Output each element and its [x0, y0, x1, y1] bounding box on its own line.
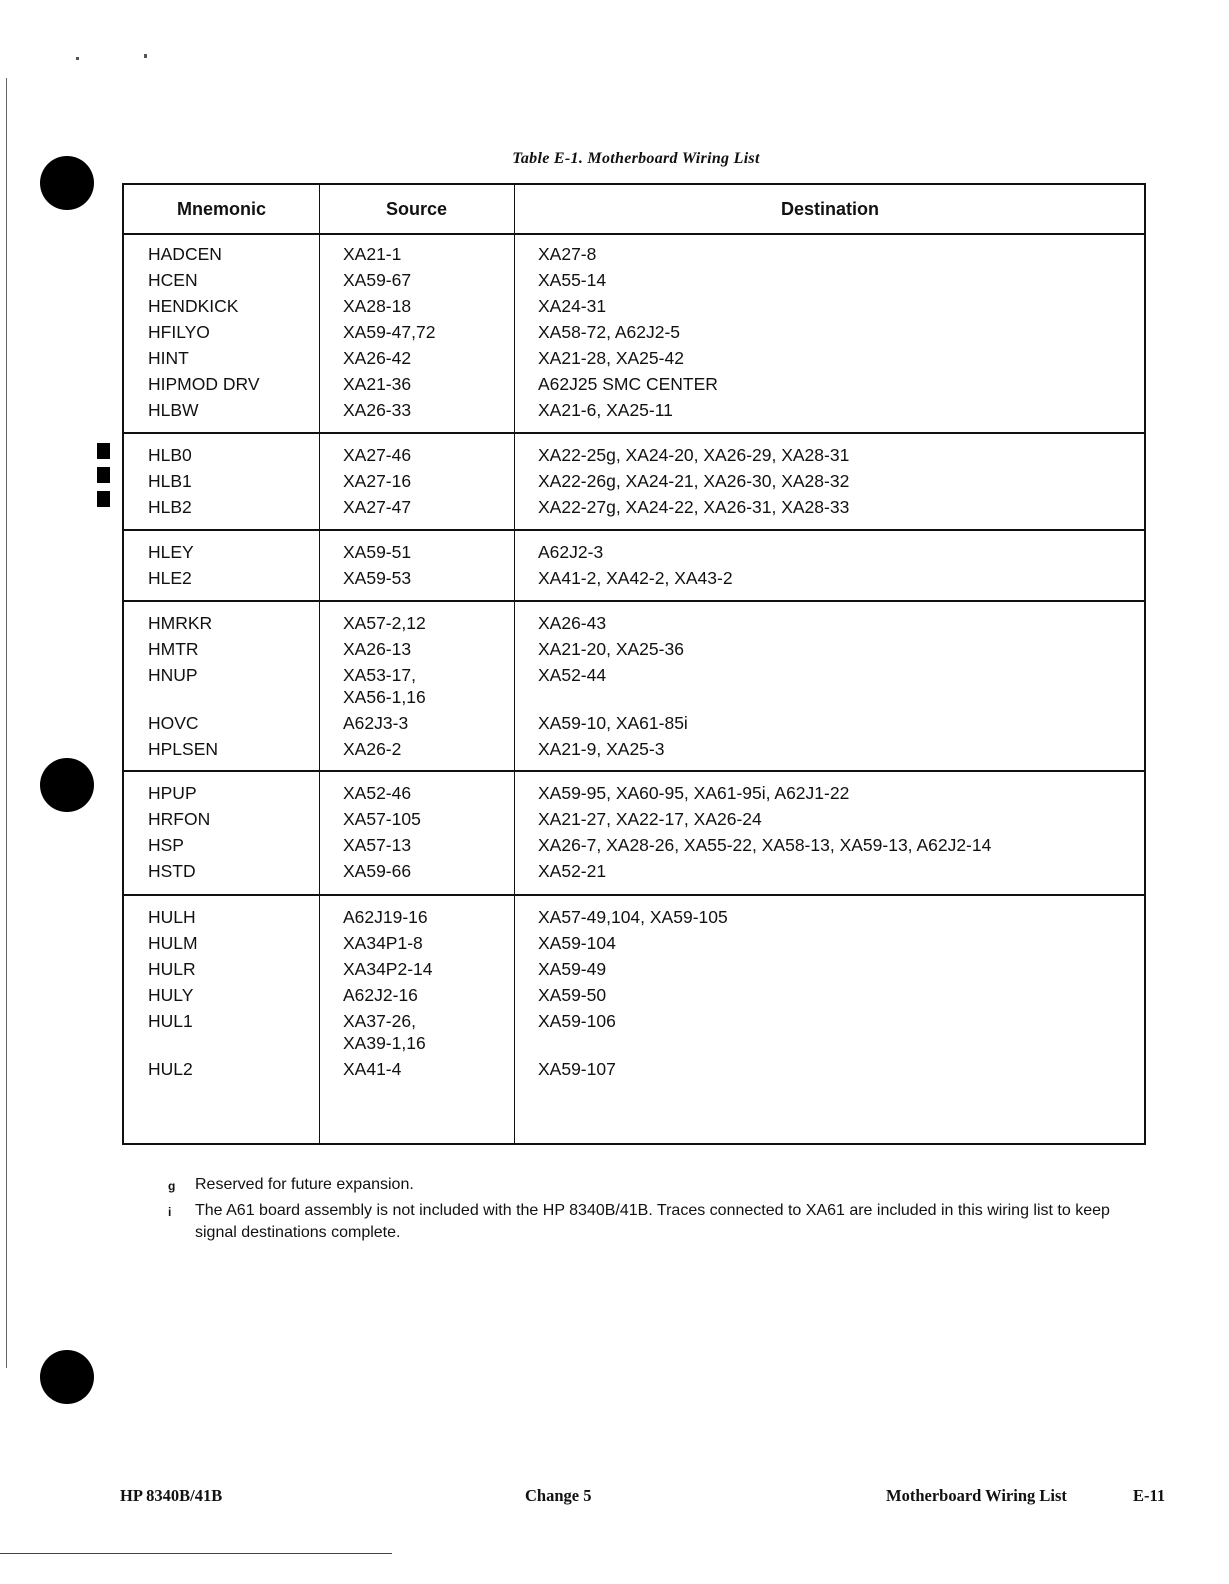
cell-source: A62J3-3 [343, 713, 409, 733]
table-row [124, 832, 1144, 858]
table-group [124, 233, 1144, 434]
cell-destination: XA59-49 [538, 959, 607, 979]
table-row [124, 636, 1144, 662]
table-row [124, 319, 1144, 345]
table-row [124, 806, 1144, 832]
table-row [124, 397, 1144, 423]
cell-source: XA26-13 [343, 639, 412, 659]
cell-destination: XA22-25g, XA24-20, XA26-29, XA28-31 [538, 445, 850, 465]
table-row [124, 539, 1144, 565]
cell-destination: XA41-2, XA42-2, XA43-2 [538, 568, 733, 588]
cell-mnemonic: HCEN [148, 270, 198, 290]
footer-change: Change 5 [525, 1486, 592, 1505]
table-row [124, 780, 1144, 806]
table-header [124, 185, 1144, 235]
table-row [124, 241, 1144, 267]
cell-mnemonic: HULR [148, 959, 196, 979]
cell-source: XA41-4 [343, 1059, 402, 1079]
table-group [124, 772, 1144, 896]
cell-mnemonic: HIPMOD DRV [148, 374, 260, 394]
cell-mnemonic: HLBW [148, 400, 199, 420]
cell-mnemonic: HLB0 [148, 445, 192, 465]
cell-source: XA27-47 [343, 497, 412, 517]
table-row [124, 662, 1144, 710]
cell-source: XA27-46 [343, 445, 412, 465]
change-bar-mark [97, 443, 110, 459]
cell-mnemonic: HINT [148, 348, 189, 368]
page-bottom-rule [0, 1553, 392, 1554]
table-row [124, 371, 1144, 397]
cell-destination: XA21-9, XA25-3 [538, 739, 665, 759]
table-row [124, 345, 1144, 371]
cell-source: XA57-2,12 [343, 613, 426, 633]
cell-mnemonic: HADCEN [148, 244, 222, 264]
footer-section-title: Motherboard Wiring List [886, 1486, 1067, 1505]
table-row [124, 293, 1144, 319]
footer-page-number: E-11 [1133, 1486, 1166, 1505]
cell-destination: XA57-49,104, XA59-105 [538, 907, 728, 927]
table-row [124, 494, 1144, 520]
cell-source: XA59-66 [343, 861, 412, 881]
cell-mnemonic: HLB2 [148, 497, 192, 517]
footnote-mark: g [168, 1179, 176, 1193]
table-row [124, 468, 1144, 494]
cell-mnemonic: HPUP [148, 783, 197, 803]
cell-destination: XA27-8 [538, 244, 597, 264]
cell-source: XA57-13 [343, 835, 412, 855]
cell-mnemonic: HSTD [148, 861, 196, 881]
cell-mnemonic: HLEY [148, 542, 194, 562]
table-group [124, 434, 1144, 531]
cell-destination: XA52-44 [538, 665, 607, 685]
table-row [124, 858, 1144, 884]
cell-destination: XA21-6, XA25-11 [538, 400, 673, 420]
cell-destination: XA52-21 [538, 861, 607, 881]
cell-mnemonic: HULH [148, 907, 196, 927]
table-group [124, 896, 1144, 1145]
cell-source: XA53-17, XA56-1,16 [343, 665, 426, 707]
cell-source: XA57-105 [343, 809, 421, 829]
cell-source: XA26-33 [343, 400, 412, 420]
cell-destination: XA24-31 [538, 296, 607, 316]
cell-destination: XA26-43 [538, 613, 607, 633]
scan-speck [144, 54, 147, 58]
binder-hole-bottom [40, 1350, 94, 1404]
header-mnemonic: Mnemonic [176, 199, 266, 219]
cell-destination: XA26-7, XA28-26, XA55-22, XA58-13, XA59-13, A62J2-14 [538, 835, 992, 855]
cell-destination: XA59-106 [538, 1011, 616, 1031]
header-source: Source [385, 199, 448, 219]
table-group [124, 602, 1144, 772]
cell-mnemonic: HENDKICK [148, 296, 239, 316]
scan-speck [76, 57, 79, 60]
table-row [124, 930, 1144, 956]
cell-destination: A62J2-3 [538, 542, 604, 562]
cell-destination: XA21-27, XA22-17, XA26-24 [538, 809, 762, 829]
table-row [124, 982, 1144, 1008]
cell-mnemonic: HULY [148, 985, 194, 1005]
table-row [124, 610, 1144, 636]
cell-source: A62J2-16 [343, 985, 418, 1005]
cell-destination: XA21-28, XA25-42 [538, 348, 684, 368]
binder-edge-line [6, 78, 7, 1368]
cell-mnemonic: HRFON [148, 809, 211, 829]
change-bar-mark [97, 467, 110, 483]
cell-source: XA28-18 [343, 296, 412, 316]
cell-destination: XA59-104 [538, 933, 616, 953]
cell-destination: A62J25 SMC CENTER [538, 374, 718, 394]
cell-destination: XA22-27g, XA24-22, XA26-31, XA28-33 [538, 497, 850, 517]
change-bar-mark [97, 491, 110, 507]
table-row [124, 956, 1144, 982]
cell-destination: XA21-20, XA25-36 [538, 639, 684, 659]
cell-source: XA34P2-14 [343, 959, 433, 979]
table-row [124, 267, 1144, 293]
table-row [124, 904, 1144, 930]
cell-mnemonic: HLE2 [148, 568, 192, 588]
cell-mnemonic: HPLSEN [148, 739, 219, 759]
cell-destination: XA59-95, XA60-95, XA61-95i, A62J1-22 [538, 783, 850, 803]
cell-destination: XA58-72, A62J2-5 [538, 322, 681, 342]
cell-source: XA21-36 [343, 374, 412, 394]
footnote-mark: i [168, 1205, 172, 1219]
header-destination: Destination [780, 199, 879, 219]
table-title: Table E-1. Motherboard Wiring List [512, 150, 760, 167]
cell-destination: XA59-50 [538, 985, 607, 1005]
cell-mnemonic: HUL1 [148, 1011, 193, 1031]
cell-destination: XA59-107 [538, 1059, 616, 1079]
cell-destination: XA59-10, XA61-85i [538, 713, 688, 733]
cell-source: XA59-51 [343, 542, 412, 562]
cell-source: A62J19-16 [343, 907, 428, 927]
cell-mnemonic: HLB1 [148, 471, 192, 491]
cell-mnemonic: HNUP [148, 665, 198, 685]
footnote-text: Reserved for future expansion. [195, 1176, 414, 1193]
cell-source: XA59-67 [343, 270, 412, 290]
cell-source: XA59-47,72 [343, 322, 436, 342]
cell-mnemonic: HUL2 [148, 1059, 193, 1079]
binder-hole-middle [40, 758, 94, 812]
table-row [124, 442, 1144, 468]
cell-mnemonic: HULM [148, 933, 198, 953]
table-row [124, 1008, 1144, 1056]
cell-mnemonic: HMRKR [148, 613, 213, 633]
cell-mnemonic: HOVC [148, 713, 199, 733]
cell-source: XA34P1-8 [343, 933, 423, 953]
cell-mnemonic: HMTR [148, 639, 199, 659]
table-row [124, 710, 1144, 736]
cell-mnemonic: HSP [148, 835, 184, 855]
table-row [124, 736, 1144, 762]
table-group [124, 531, 1144, 602]
cell-source: XA37-26, XA39-1,16 [343, 1011, 426, 1053]
cell-mnemonic: HFILYO [148, 322, 210, 342]
cell-destination: XA55-14 [538, 270, 607, 290]
table-row [124, 1056, 1144, 1082]
cell-source: XA27-16 [343, 471, 412, 491]
cell-source: XA52-46 [343, 783, 412, 803]
footnote-text: The A61 board assembly is not included with the HP 8340B/41B. Traces connected to XA61 are included in this wiring list to keep signal destinations complete. [195, 1202, 1110, 1241]
cell-source: XA26-2 [343, 739, 402, 759]
cell-destination: XA22-26g, XA24-21, XA26-30, XA28-32 [538, 471, 850, 491]
cell-source: XA59-53 [343, 568, 412, 588]
cell-source: XA21-1 [343, 244, 402, 264]
footer-model: HP 8340B/41B [120, 1486, 223, 1505]
cell-source: XA26-42 [343, 348, 412, 368]
table-row [124, 565, 1144, 591]
wiring-table [122, 183, 1146, 1145]
